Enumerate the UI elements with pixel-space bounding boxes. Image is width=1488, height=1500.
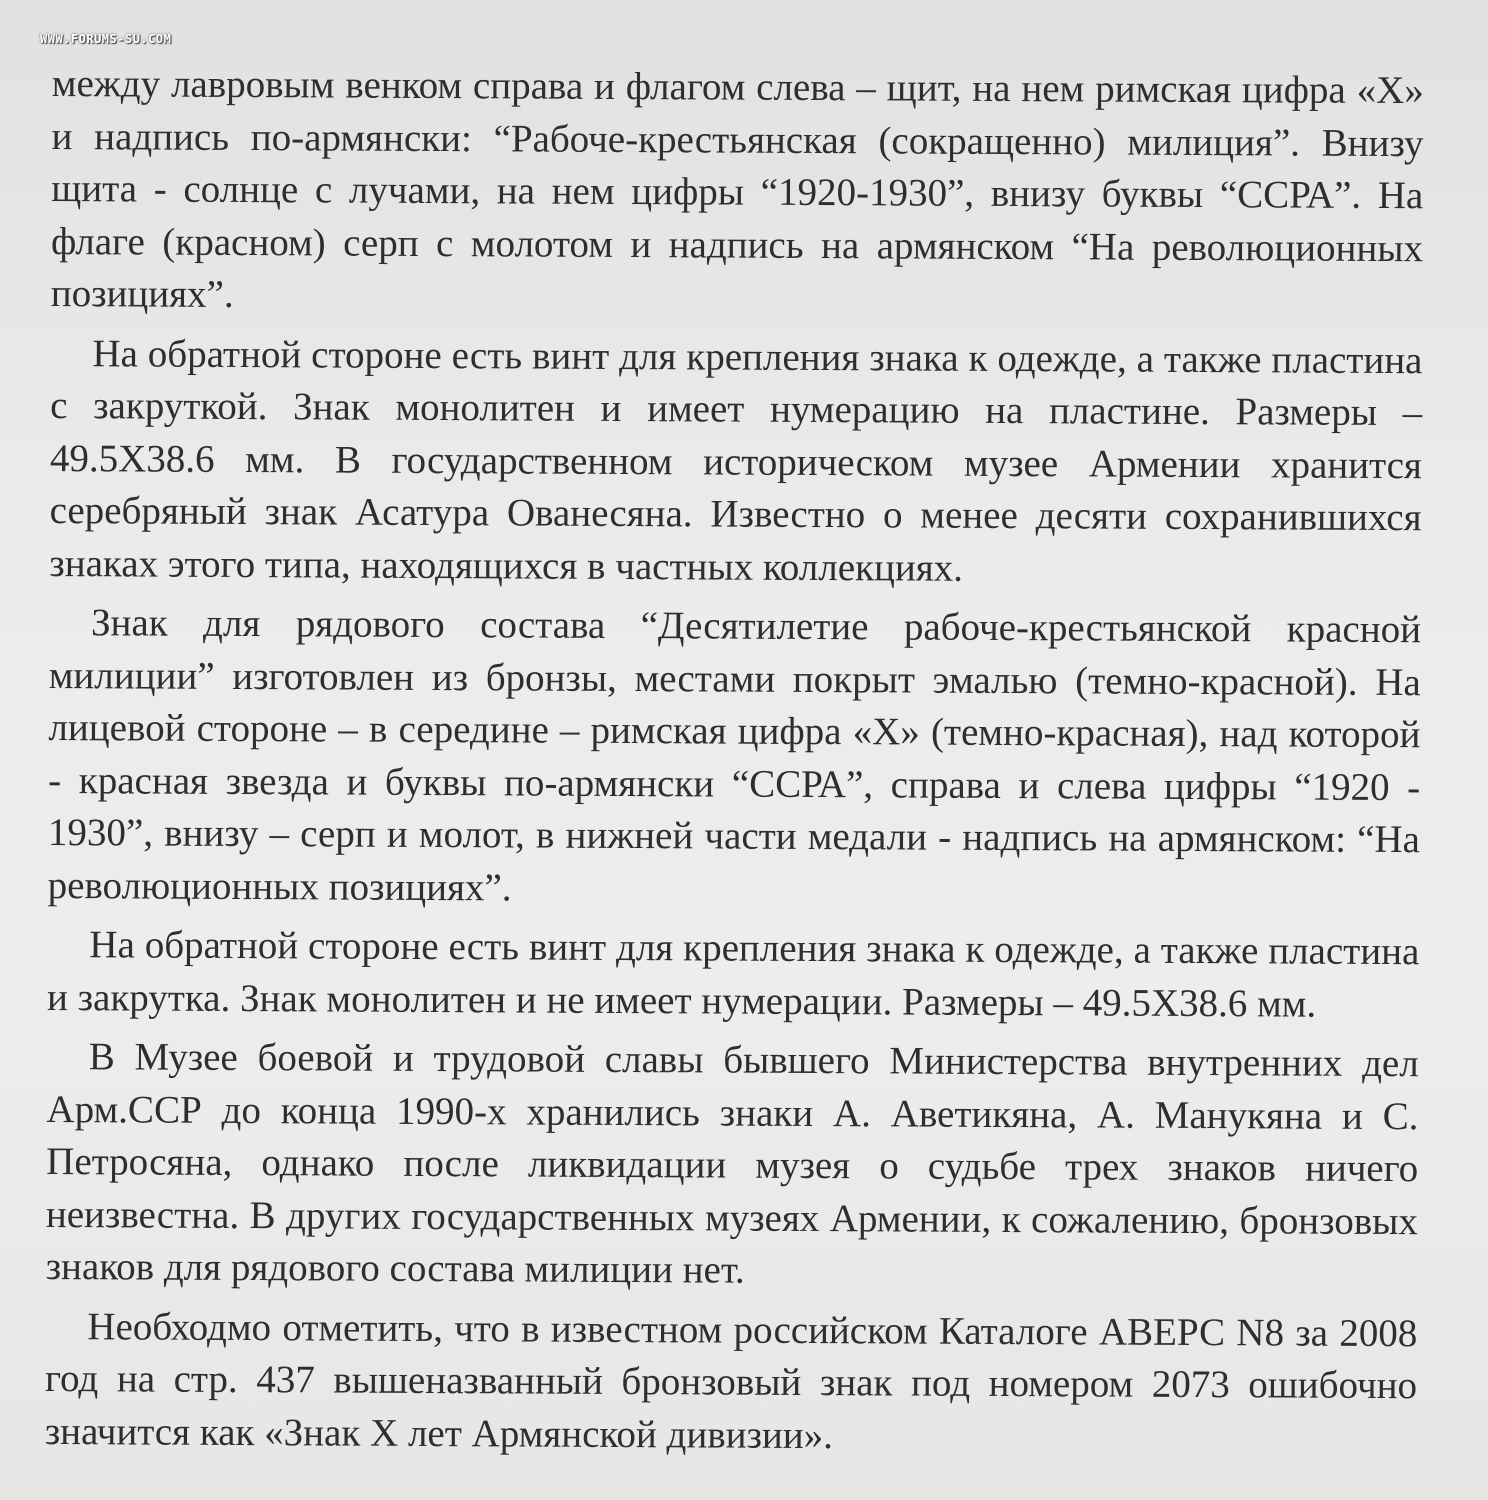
paragraph-catalog-note: Необходмо отметить, что в известном российском Каталоге АВЕРС N8 за 2008 год на стр. 437 вышеназванный бронзовый знак под номером 2073 ошибочно значится как «Знак Х лет Армянской дивизии».	[44, 1304, 1418, 1457]
paragraph-museum-history: В Музее боевой и трудовой славы бывшего Министерства внутренних дел Арм.ССР до конца 1990-х хранились знаки А. Аветикяна, А. Манукяна и С. Петросяна, однако после ликвидации музея о судьбе трех знаков ничего неизвестна. В других государственных музеях Армении, к сожалению, бронзовых знаков для рядового состава милиции нет.	[45, 1035, 1419, 1292]
paragraph-reverse-side-bronze: На обратной стороне есть винт для крепления знака к одежде, а также пластина и закрутка. Знак монолитен и не имеет нумерации. Размеры – 49.5Х38.6 мм.	[46, 923, 1420, 1026]
paragraph-continuation: между лавровым венком справа и флагом слева – щит, на нем римская цифра «Х» и надпись по-армянски: “Рабоче-крестьянская (сокращенно) милиция”. Внизу щита - солнце с лучами, на нем цифры “1920-1930”, внизу буквы “ССРА”. На флаге (красном) серп с молотом и надпись на армянском “На революционных позициях”.	[50, 61, 1424, 316]
paragraph-reverse-side-silver: На обратной стороне есть винт для крепления знака к одежде, а также пластина с закруткой. Знак монолитен и имеет нумерацию на пластине. Размеры – 49.5Х38.6 мм. В государственном историческом музее Армении хранится серебряный знак Асатура Ованесяна. Известно о менее десяти сохранившихся знаках этого типа, находящихся в частных коллекциях.	[49, 331, 1423, 590]
site-watermark: WWW.FORUMS-SU.COM	[40, 32, 172, 46]
book-page-text	[45, 58, 1424, 1472]
paragraph-bronze-badge-description: Знак для рядового состава “Десятилетие рабоче-крестьянской красной милиции” изготовлен из бронзы, местами покрыт эмалью (темно-красной). На лицевой стороне – в середине – римская цифра «Х» (темно-красная), над которой - красная звезда и буквы по-армянски “ССРА”, справа и слева цифры “1920 - 1930”, внизу – серп и молот, в нижней части медали - надпись на армянском: “На революционных позициях”.	[47, 601, 1422, 909]
